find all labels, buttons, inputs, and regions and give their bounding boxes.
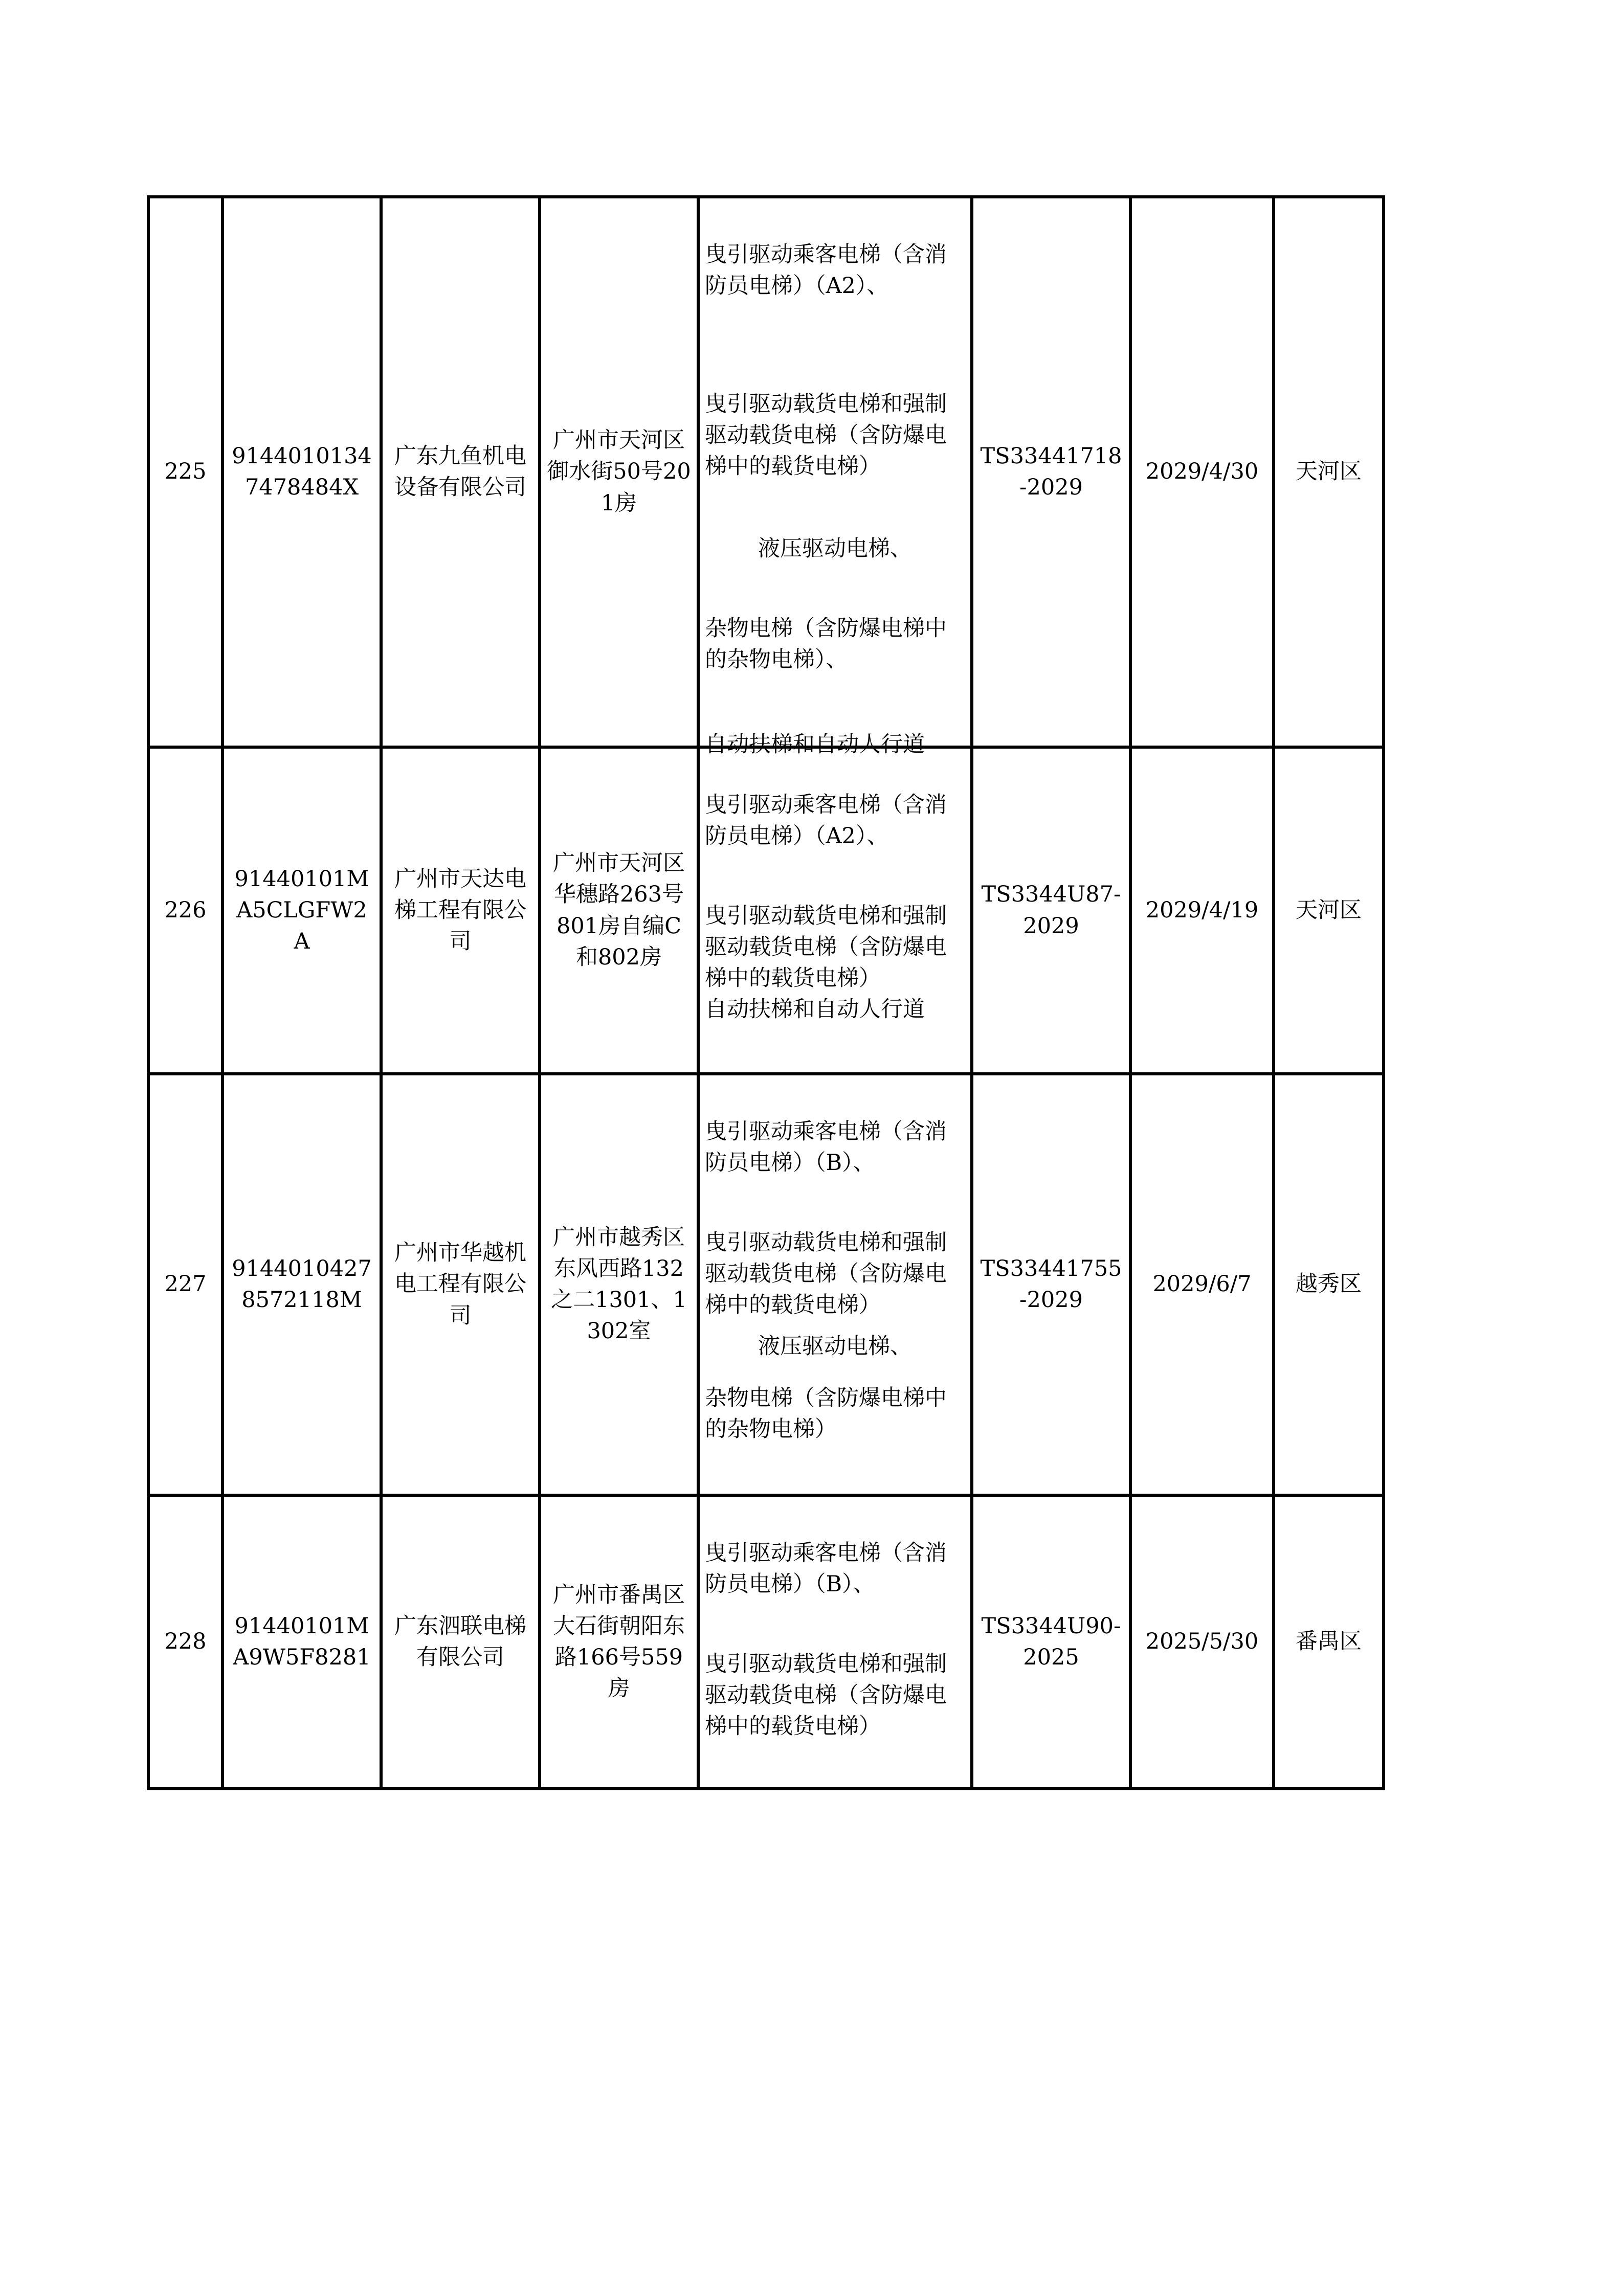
expiry-date: 2029/4/19 <box>1145 897 1259 923</box>
district-cell <box>1274 747 1384 1074</box>
company-name-cell <box>381 197 540 747</box>
address-cell <box>540 1074 698 1495</box>
row-number-cell <box>148 1495 223 1789</box>
scope-cell <box>698 1495 972 1789</box>
scope-item: 曳引驱动乘客电梯（含消防员电梯）（A2）、 <box>705 242 947 299</box>
address: 广州市越秀区东风西路132之二1301、1302室 <box>551 1224 687 1344</box>
expiry-date-cell <box>1130 197 1274 747</box>
scope-item: 杂物电梯（含防爆电梯中的杂物电梯）、 <box>705 616 947 673</box>
scope-item: 曳引驱动载货电梯和强制驱动载货电梯（含防爆电梯中的载货电梯） <box>705 903 947 992</box>
scope-item: 曳引驱动乘客电梯（含消防员电梯）（A2）、 <box>705 792 947 849</box>
expiry-date: 2025/5/30 <box>1145 1629 1259 1655</box>
scope-item: 曳引驱动乘客电梯（含消防员电梯）（B）、 <box>705 1540 947 1597</box>
table-row <box>148 747 1384 1074</box>
address: 广州市天河区华穗路263号 801房自编C和802房 <box>553 850 685 970</box>
row-number-cell <box>148 747 223 1074</box>
company-name-cell <box>381 1074 540 1495</box>
credit-code: 91440101MA5CLGFW2A <box>234 866 369 955</box>
scope-cell <box>698 747 972 1074</box>
table-row <box>148 1074 1384 1495</box>
address-cell <box>540 197 698 747</box>
scope-item: 曳引驱动载货电梯和强制驱动载货电梯（含防爆电梯中的载货电梯） <box>705 1230 947 1318</box>
certificate-number-cell <box>972 747 1130 1074</box>
certificate-number: TS3344U90-2025 <box>981 1613 1121 1670</box>
expiry-date-cell <box>1130 747 1274 1074</box>
expiry-date-cell <box>1130 1495 1274 1789</box>
scope-item: 液压驱动电梯、 <box>758 536 912 562</box>
district: 天河区 <box>1296 897 1362 923</box>
scope-item: 自动扶梯和自动人行道 <box>705 997 925 1023</box>
certificate-number-cell <box>972 197 1130 747</box>
row-number: 226 <box>164 897 207 923</box>
row-number: 225 <box>164 459 207 485</box>
company-name: 广州市天达电梯工程有限公司 <box>394 866 526 955</box>
row-number: 228 <box>164 1629 207 1655</box>
company-name: 广州市华越机电工程有限公司 <box>394 1240 526 1329</box>
certificate-number: TS33441755-2029 <box>980 1255 1122 1313</box>
district-cell <box>1274 197 1384 747</box>
certificate-number: TS33441718-2029 <box>980 443 1122 500</box>
company-name: 广东九鱼机电设备有限公司 <box>394 443 526 500</box>
row-number-cell <box>148 197 223 747</box>
row-number-cell <box>148 1074 223 1495</box>
scope-cell <box>698 1074 972 1495</box>
credit-code: 91440101347478484X <box>232 443 372 500</box>
scope-item: 液压驱动电梯、 <box>758 1334 912 1360</box>
credit-code-cell <box>223 747 381 1074</box>
district-cell <box>1274 1074 1384 1495</box>
address: 广州市番禺区大石街朝阳东路166号559房 <box>553 1582 685 1702</box>
company-name: 广东泗联电梯有限公司 <box>394 1613 526 1670</box>
district-cell <box>1274 1495 1384 1789</box>
table-row <box>148 1495 1384 1789</box>
address: 广州市天河区御水街50号201房 <box>547 427 691 516</box>
credit-code: 91440104278572118M <box>232 1255 372 1313</box>
address-cell <box>540 747 698 1074</box>
expiry-date: 2029/6/7 <box>1152 1271 1252 1297</box>
district: 越秀区 <box>1296 1271 1362 1297</box>
credit-code: 91440101MA9W5F8281 <box>233 1613 371 1670</box>
certificate-number-cell <box>972 1495 1130 1789</box>
credit-code-cell <box>223 1495 381 1789</box>
scope-item: 曳引驱动载货电梯和强制驱动载货电梯（含防爆电梯中的载货电梯） <box>705 1651 947 1740</box>
credit-code-cell <box>223 197 381 747</box>
certificate-number: TS3344U87-2029 <box>981 882 1121 939</box>
scope-cell <box>698 197 972 758</box>
scope-item: 杂物电梯（含防爆电梯中的杂物电梯） <box>705 1385 947 1443</box>
district: 天河区 <box>1296 459 1362 485</box>
row-number: 227 <box>164 1271 207 1297</box>
expiry-date-cell <box>1130 1074 1274 1495</box>
table-row <box>148 197 1384 747</box>
scope-item: 自动扶梯和自动人行道 <box>705 732 925 758</box>
scope-item: 曳引驱动乘客电梯（含消防员电梯）（B）、 <box>705 1119 947 1176</box>
company-name-cell <box>381 747 540 1074</box>
certificate-number-cell <box>972 1074 1130 1495</box>
address-cell <box>540 1495 698 1789</box>
credit-code-cell <box>223 1074 381 1495</box>
enterprise-table <box>147 195 1385 1790</box>
company-name-cell <box>381 1495 540 1789</box>
scope-item: 曳引驱动载货电梯和强制驱动载货电梯（含防爆电梯中的载货电梯） <box>705 391 947 480</box>
district: 番禺区 <box>1296 1629 1362 1655</box>
expiry-date: 2029/4/30 <box>1145 459 1259 485</box>
